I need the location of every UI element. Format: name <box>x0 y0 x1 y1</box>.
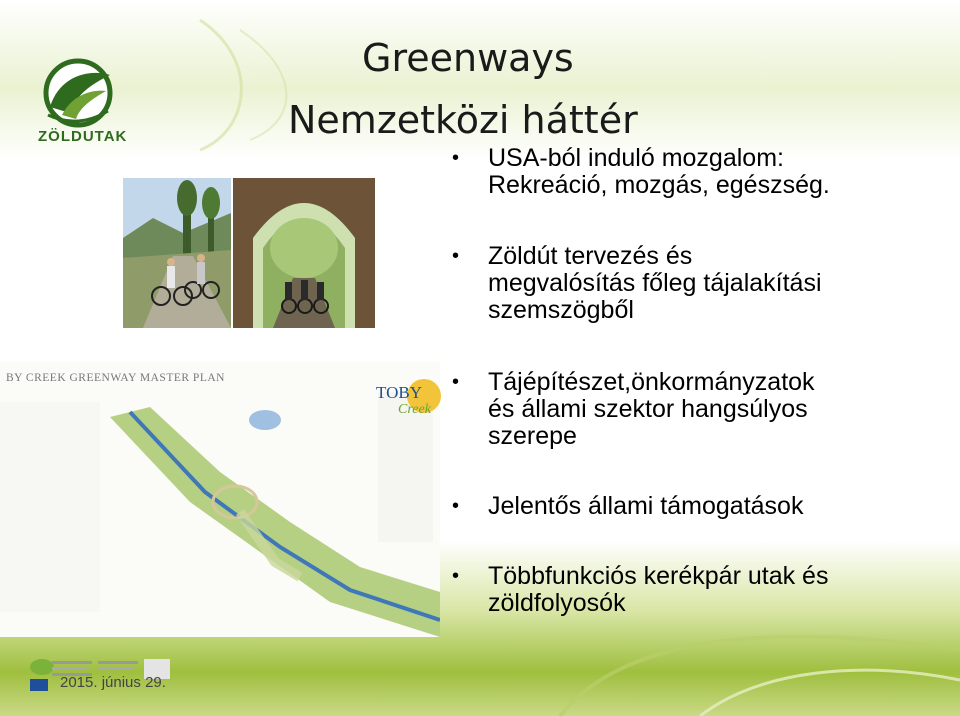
bullet-text <box>488 145 928 199</box>
bullet-line: megvalósítás főleg tájalakítási <box>488 269 822 297</box>
bullet-line: szerepe <box>488 422 577 450</box>
bullet-line: Rekreáció, mozgás, egészség. <box>488 171 830 199</box>
page-title: Greenways <box>362 36 574 80</box>
bullet-marker: • <box>452 371 460 393</box>
bullet-text <box>488 243 928 324</box>
toby-logo-word: TOBY <box>376 383 422 402</box>
bullet-line: Többfunkciós kerékpár utak és <box>488 562 829 590</box>
bullet-marker: • <box>452 495 460 517</box>
bullet-line: Jelentős állami támogatások <box>488 492 804 520</box>
cyclists-photo <box>123 178 231 328</box>
bullet-text <box>488 369 928 450</box>
bullet-text <box>488 563 928 617</box>
slide-date: 2015. június 29. <box>60 674 166 691</box>
bullet-line: USA-ból induló mozgalom: <box>488 144 784 172</box>
page-subtitle: Nemzetközi háttér <box>288 98 638 142</box>
tunnel-photo <box>233 178 375 328</box>
bullet-line: és állami szektor hangsúlyos <box>488 395 808 423</box>
toby-creek-logo-icon <box>372 376 442 420</box>
bullet-line: Tájépítészet,önkormányzatok <box>488 368 815 396</box>
creek-logo-word: Creek <box>398 402 431 417</box>
bullet-line: Zöldút tervezés és <box>488 242 693 270</box>
bullet-line: zöldfolyosók <box>488 589 626 617</box>
bullet-marker: • <box>452 245 460 267</box>
logo-text: ZÖLDUTAK <box>38 128 128 145</box>
bullet-marker: • <box>452 565 460 587</box>
bullet-marker: • <box>452 147 460 169</box>
bullet-text <box>488 493 928 520</box>
map-title: BY CREEK GREENWAY MASTER PLAN <box>6 372 225 384</box>
zoldutak-logo-icon <box>20 55 140 165</box>
bullet-line: szemszögből <box>488 296 634 324</box>
